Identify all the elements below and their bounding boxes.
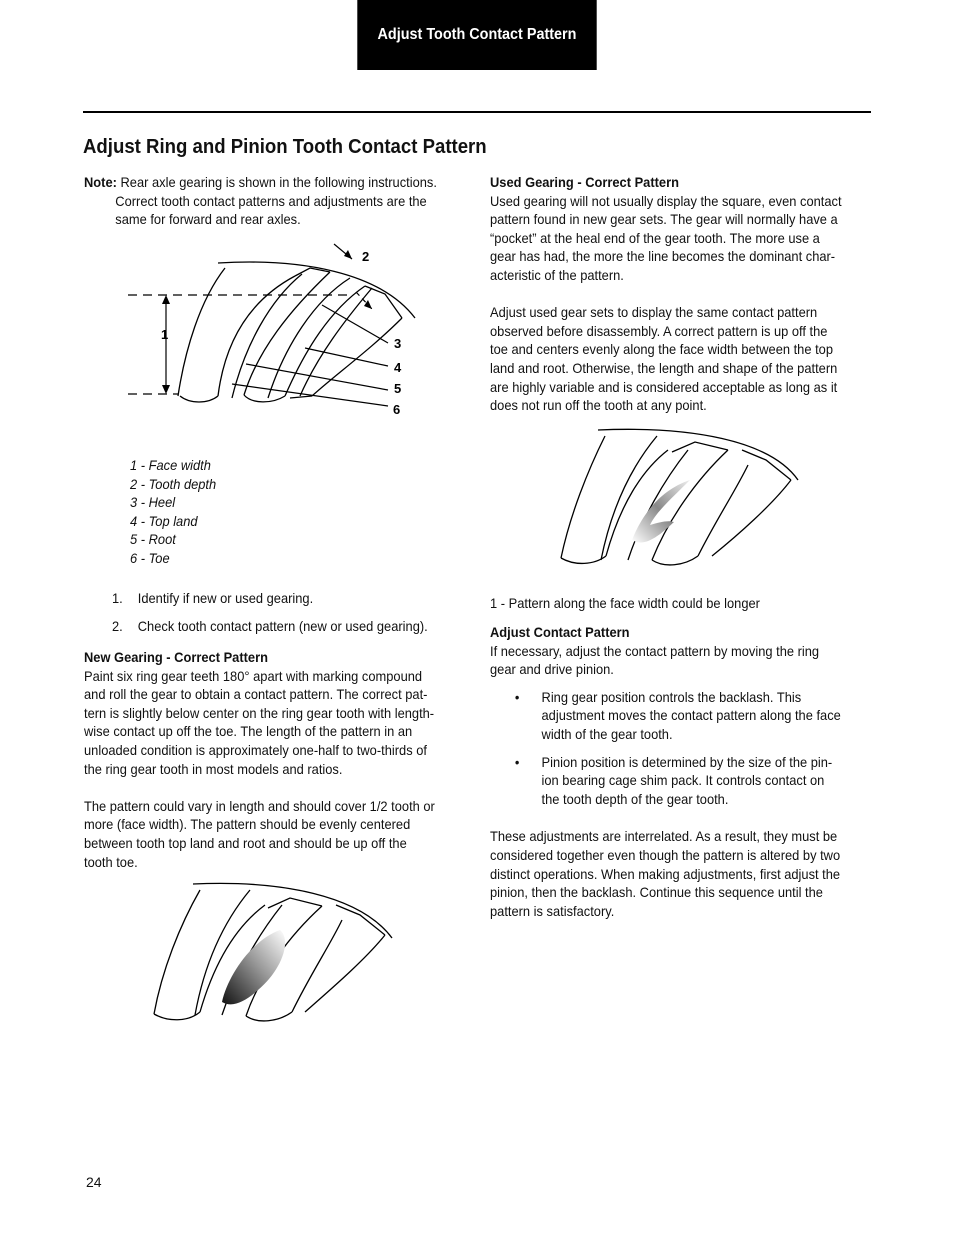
text-line: width of the gear tooth. [541, 725, 673, 742]
new-gearing-heading: New Gearing - Correct Pattern [84, 649, 268, 665]
legend-item: 1 - Face width [130, 457, 211, 473]
legend-item: 2 - Tooth depth [130, 475, 217, 492]
legend-item: 3 - Heel [130, 494, 176, 511]
text-line: If necessary, adjust the contact pattern by moving the ring [490, 642, 820, 659]
text-line: ion bearing cage shim pack. It controls contact on [541, 772, 825, 789]
text-line: pattern is satisfactory. [490, 902, 615, 919]
step-number: 2. [112, 618, 123, 634]
step-number: 1. [112, 590, 123, 606]
text-line: unloaded condition is approximately one-half to two-thirds of [84, 741, 427, 758]
note-label: Note: [84, 174, 117, 190]
text-line: “pocket” at the heal end of the gear tooth. The more use a [490, 229, 820, 246]
used-gearing-heading: Used Gearing - Correct Pattern [490, 174, 679, 190]
text-line: Ring gear position controls the backlash. This [541, 688, 802, 705]
text-line: wise contact up off the toe. The length of the pattern in an [84, 723, 413, 740]
text-line: the ring gear tooth in most models and ratios. [84, 760, 343, 777]
text-line: adjustment moves the contact pattern along the face [541, 707, 841, 724]
legend-item: 4 - Top land [130, 512, 198, 529]
text-line: Paint six ring gear teeth 180° apart with marking compound [84, 667, 423, 684]
text-line: between tooth top land and root and should be up off the [84, 834, 407, 851]
step-text: Check tooth contact pattern (new or used gearing). [137, 618, 428, 634]
adjust-contact-heading: Adjust Contact Pattern [490, 624, 630, 640]
text-line: more (face width). The pattern should be evenly centered [84, 816, 411, 833]
callout-3: 3 [394, 336, 402, 351]
text-line: Used gearing will not usually display the square, even contact [490, 192, 842, 209]
text-line: and roll the gear to obtain a contact pattern. The correct pat- [84, 686, 428, 703]
text-line: Pinion position is determined by the size of the pin- [541, 753, 833, 770]
text-line: acteristic of the pattern. [490, 266, 624, 283]
text-line: distinct operations. When making adjustments, first adjust the [490, 865, 841, 882]
page-title: Adjust Ring and Pinion Tooth Contact Pattern [83, 136, 487, 158]
text-line: considered together even though the pattern is altered by two [490, 846, 841, 863]
note-line: same for forward and rear axles. [115, 211, 301, 228]
text-line: land and root. Otherwise, the length and shape of the pattern [490, 359, 838, 376]
callout-6: 6 [393, 402, 401, 417]
bullet-item [490, 688, 841, 744]
text-line: toe and centers evenly along the face width between the top [490, 341, 833, 358]
bullet-mark: • [514, 753, 520, 770]
callout-5: 5 [394, 381, 402, 396]
adjust-contact-section [490, 623, 841, 920]
step-text: Identify if new or used gearing. [137, 590, 314, 606]
bullet-mark: • [514, 688, 520, 705]
callout-2: 2 [362, 249, 370, 264]
text-line: tern is slightly below center on the ring gear tooth with length- [84, 704, 435, 721]
text-line: gear has had, the more the line becomes the dominant char- [490, 248, 836, 265]
legend-item: 6 - Toe [130, 549, 170, 566]
text-line: observed before disassembly. A correct pattern is up off the [490, 322, 828, 339]
note-line: Correct tooth contact patterns and adjustments are the [115, 192, 427, 209]
callout-1: 1 [161, 327, 169, 342]
legend-item: 5 - Root [130, 531, 176, 548]
text-line: Adjust used gear sets to display the same contact pattern [490, 304, 818, 321]
callout-4: 4 [394, 360, 402, 375]
page-number: 24 [86, 1174, 102, 1190]
text-line: are highly variable and is considered acceptable as long as it [490, 378, 838, 395]
text-line: pattern found in new gear sets. The gear will normally have a [490, 211, 838, 228]
note-line: Rear axle gearing is shown in the following instructions. [120, 174, 437, 190]
section-tab-title: Adjust Tooth Contact Pattern [377, 26, 577, 43]
text-line: These adjustments are interrelated. As a result, they must be [490, 828, 838, 845]
text-line: does not run off the tooth at any point. [490, 397, 707, 414]
used-figure-caption: 1 - Pattern along the face width could be longer [490, 595, 760, 611]
bullet-item [490, 753, 841, 809]
text-line: the tooth depth of the gear tooth. [541, 790, 729, 807]
text-line: gear and drive pinion. [490, 661, 614, 678]
text-line: tooth toe. [84, 853, 138, 870]
text-line: pinion, then the backlash. Continue this sequence until the [490, 884, 823, 901]
text-line: The pattern could vary in length and should cover 1/2 tooth or [84, 797, 435, 814]
closing-paragraph [490, 827, 841, 920]
